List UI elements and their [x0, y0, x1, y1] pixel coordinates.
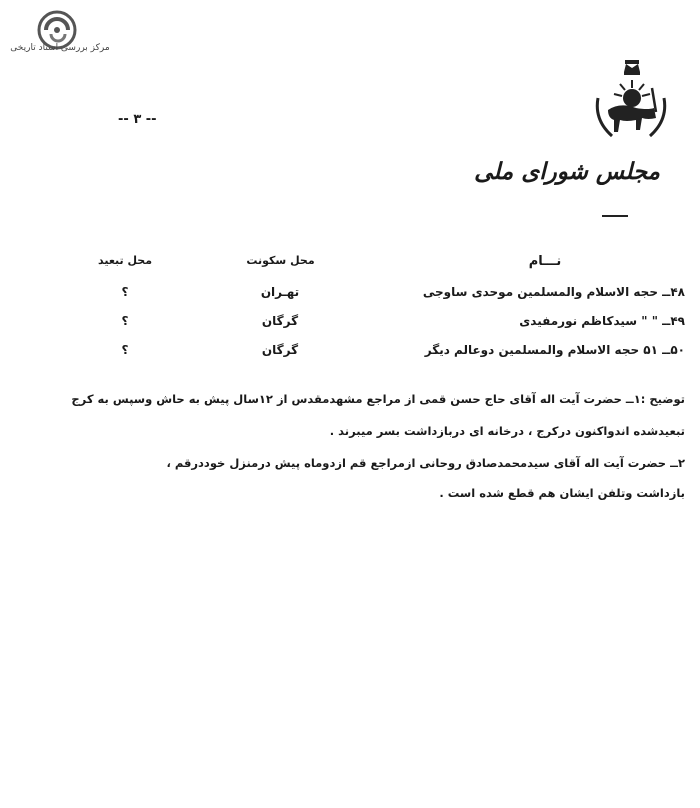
note-line: بازداشت وتلفن ایشان هم قطع شده است . [439, 486, 685, 500]
note-line: توضیح :۱ــ حضرت آیت اله آقای حاج حسن قمی از مراجع مشهدمقدس از ۱۲سال پیش به حاش وسپس به کرج [71, 392, 685, 406]
table-row-residence: تهـران [260, 285, 300, 299]
lion-and-sun-emblem-icon [590, 58, 670, 143]
watermark-text: مرکز بررسی اسناد تاریخی [10, 43, 110, 53]
column-header-place: محل تبعید [97, 254, 153, 267]
table-row-place: ؟ [121, 285, 129, 299]
note-line: تبعیدشده اندواکنون درکرج ، درخانه ای دربازداشت بسر میبرند . [329, 424, 685, 438]
header-divider [602, 215, 628, 217]
column-header-residence: محل سکونت [246, 254, 315, 267]
table-row-place: ؟ [121, 314, 129, 328]
page-number: -- ۳ -- [118, 112, 157, 127]
table-row-residence: گرگان [261, 314, 299, 328]
column-header-name: نـــام [528, 254, 562, 269]
table-row-name: ۵۰ــ ۵۱ حجه الاسلام والمسلمین دوعالم دیگر [424, 343, 685, 357]
table-row-place: ؟ [121, 343, 129, 357]
page-title: مجلس شورای ملی [474, 158, 660, 185]
table-row-name: ۴۹ــ " " سیدکاظم نورمفیدی [519, 314, 685, 328]
table-row-residence: گرگان [261, 343, 299, 357]
note-line: ۲ــ حضرت آیت اله آقای سیدمحمدصادق روحانی ازمراجع قم ازدوماه پیش درمنزل خوددرقم ، [166, 456, 685, 470]
table-row-name: ۴۸ــ حجه الاسلام والمسلمین موحدی ساوجی [422, 285, 685, 299]
